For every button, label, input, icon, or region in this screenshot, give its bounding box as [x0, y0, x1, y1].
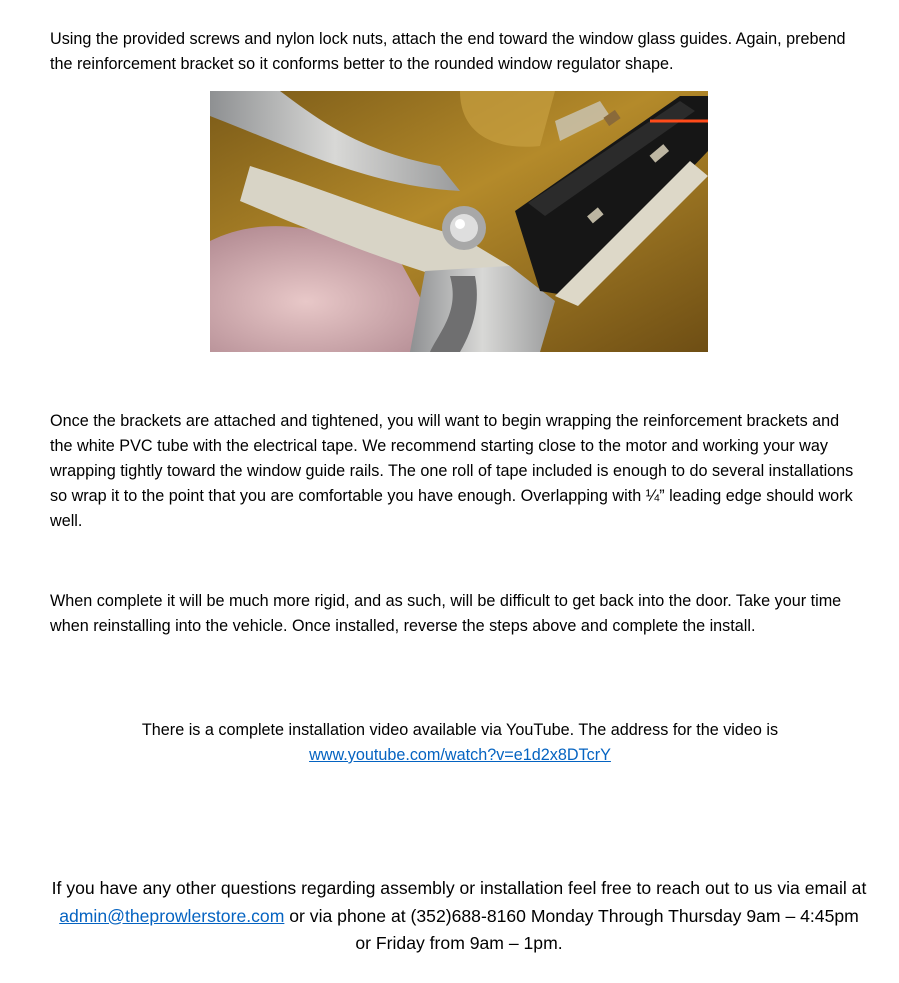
email-link[interactable]: admin@theprowlerstore.com	[59, 905, 285, 926]
video-section	[60, 718, 860, 768]
video-intro: There is a complete installation video available via YouTube. The address for the video is	[141, 721, 779, 739]
contact-intro: If you have any other questions regarding assembly or installation feel free to reach out to us via email at	[51, 878, 867, 898]
contact-phone-hours: or via phone at (352)688-8160 Monday Through Thursday 9am – 4:45pm or Friday from 9am – 1pm.	[284, 905, 859, 953]
wrapping-instructions: Once the brackets are attached and tightened, you will want to begin wrapping the reinforcement brackets and the white PVC tube with the electrical tape. We recommend starting close to the motor and working your way wrapping tightly toward the window guide rails. The one roll of tape included is enough to do several installations so wrap it to the point that you are comfortable you have enough. Overlapping with ¼” leading edge should work well.	[50, 412, 854, 530]
youtube-link[interactable]: www.youtube.com/watch?v=e1d2x8DTcrY	[309, 746, 611, 764]
attach-instructions: Using the provided screws and nylon lock nuts, attach the end toward the window glass guides. Again, prebend the reinforcement bracket so it conforms better to the rounded window regulator shape.	[50, 30, 846, 73]
contact-section	[50, 875, 868, 958]
completion-instructions: When complete it will be much more rigid, and as such, will be difficult to get back into the door. Take your time when reinstalling into the vehicle. Once installed, reverse the steps above and complete the install.	[50, 592, 842, 635]
bracket-photo	[210, 91, 708, 352]
